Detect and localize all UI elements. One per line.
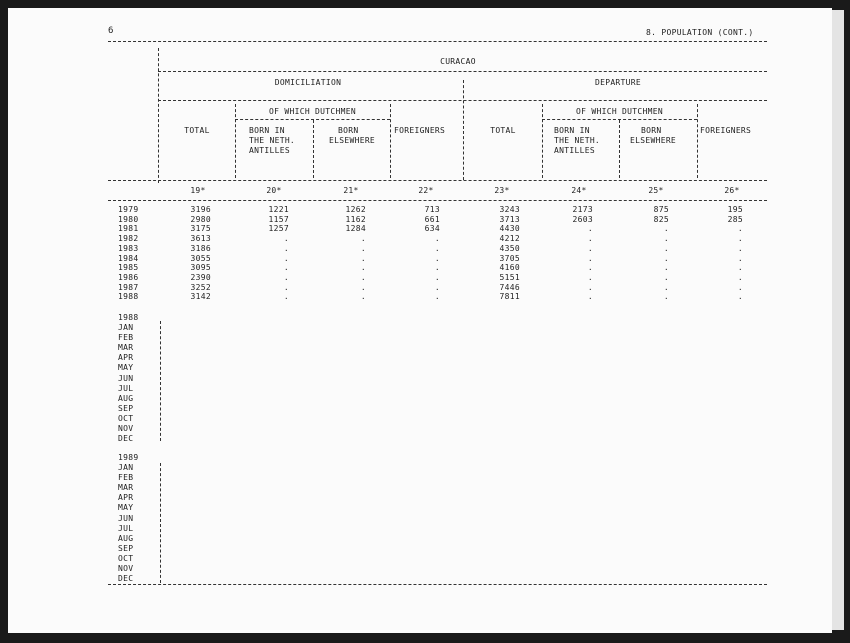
month-label: MAY [118,363,134,373]
table-cell: 825 [653,214,669,224]
month-label: JUN [118,373,134,383]
table-cell: 195 [727,205,743,214]
table-cell: 5151 [499,272,520,282]
table-cell: . [663,292,669,302]
born-elsewhere-dep-1: BORN [641,126,662,135]
rule-monthly-1989 [160,463,161,583]
month-label: JUL [118,523,134,533]
month-label: AUG [118,533,134,543]
month-label: DEC [118,434,134,444]
month-label: NOV [118,424,134,433]
table-cell: . [360,272,366,282]
col-num-25: 25* [648,186,664,195]
table-cell: 3196 [190,205,211,214]
total-header-dom: TOTAL [184,126,210,135]
month-label: JAN [118,323,134,332]
page-number: 6 [108,26,114,36]
table-cell: . [587,272,593,282]
table-cell: 3055 [190,253,211,263]
table-cell: . [587,234,593,244]
table-cell: 7446 [499,282,520,292]
month-label: NOV [118,564,134,573]
month-label: APR [118,493,134,503]
rule-groups-divider [463,80,464,180]
col-num-21: 21* [343,186,359,195]
rule-region [158,71,767,72]
total-header-dep: TOTAL [490,126,516,135]
row-year: 1986 [118,272,139,282]
table-cell: . [663,253,669,263]
month-label: FEB [118,333,134,343]
table-cell: . [434,282,440,292]
rule-colnum-bottom [108,200,767,201]
table-cell: . [737,263,743,273]
table-cell: 285 [727,214,743,224]
table-cell: . [737,282,743,292]
table-cell: . [737,243,743,253]
table-cell: 875 [653,205,669,214]
table-cell: . [434,234,440,244]
table-cell: . [360,234,366,244]
table-cell: . [663,263,669,273]
rule-top [108,41,767,42]
born-antilles-dom-2: THE NETH. [249,136,296,145]
table-cell: . [737,253,743,263]
dutchmen-label-dep: OF WHICH DUTCHMEN [576,107,663,116]
table-cell: . [737,292,743,302]
table-cell: . [587,253,593,263]
foreigners-header-dom: FOREIGNERS [394,126,446,135]
monthly-year: 1988 [118,313,139,322]
table-cell: 634 [424,224,440,234]
table-cell: . [737,224,743,234]
col-num-23: 23* [494,186,510,195]
table-cell: 3095 [190,263,211,273]
born-elsewhere-dom-2: ELSEWHERE [329,136,376,145]
table-cell: . [283,253,289,263]
monthly-year: 1989 [118,453,139,462]
table-cell: 3243 [499,205,520,214]
row-year: 1987 [118,282,139,292]
table-cell: 3252 [190,282,211,292]
table-cell: . [663,243,669,253]
table-cell: . [360,282,366,292]
table-cell: . [663,272,669,282]
month-label: MAY [118,503,134,513]
page-edge [832,10,844,630]
section-title: 8. POPULATION (CONT.) [646,28,754,37]
row-year: 1982 [118,234,139,244]
col-num-26: 26* [724,186,740,195]
month-label: OCT [118,413,134,423]
month-label: JUN [118,513,134,523]
month-label: SEP [118,543,134,553]
table-cell: 2390 [190,272,211,282]
table-cell: . [360,243,366,253]
table-cell: 7811 [499,292,520,302]
month-label: DEC [118,574,134,584]
row-year: 1988 [118,292,139,302]
table-cell: . [737,272,743,282]
table-cell: 1257 [268,224,289,234]
row-year: 1984 [118,253,139,263]
table-cell: . [434,272,440,282]
table-cell: 3142 [190,292,211,302]
rule-dom-born [313,120,314,178]
table-cell: . [737,234,743,244]
table-cell: . [283,234,289,244]
table-cell: 1221 [268,205,289,214]
table-cell: . [283,263,289,273]
month-label: MAR [118,483,134,493]
table-cell: . [434,263,440,273]
table-cell: 2980 [190,214,211,224]
table-cell: 1262 [345,205,366,214]
rule-monthly-1988 [160,321,161,441]
col-num-24: 24* [571,186,587,195]
foreigners-header-dep: FOREIGNERS [700,126,752,135]
table-cell: . [360,263,366,273]
row-year: 1983 [118,243,139,253]
document-page [8,8,832,633]
table-cell: 3613 [190,234,211,244]
month-label: JAN [118,463,134,472]
row-year: 1980 [118,214,139,224]
rule-dep-born [619,120,620,178]
table-cell: 2173 [572,205,593,214]
table-cell: . [587,263,593,273]
born-antilles-dep-3: ANTILLES [554,146,595,155]
table-cell: 1162 [345,214,366,224]
table-cell: . [663,224,669,234]
table-cell: . [587,282,593,292]
table-cell: 1284 [345,224,366,234]
month-label: JUL [118,383,134,393]
table-cell: 4160 [499,263,520,273]
table-cell: . [663,234,669,244]
departure-label: DEPARTURE [594,78,642,87]
table-cell: . [434,253,440,263]
table-cell: 4350 [499,243,520,253]
table-cell: . [283,292,289,302]
table-cell: . [663,282,669,292]
born-elsewhere-dep-2: ELSEWHERE [630,136,677,145]
table-cell: . [360,253,366,263]
table-cell: . [283,272,289,282]
rule-stub [158,48,159,183]
dutchmen-label-dom: OF WHICH DUTCHMEN [269,107,356,116]
born-antilles-dep-1: BORN IN [554,126,590,135]
col-num-22: 22* [418,186,434,195]
rule-dom-foreign [390,104,391,178]
table-cell: . [587,243,593,253]
col-num-19: 19* [190,186,206,195]
row-year: 1985 [118,263,139,273]
region-label: CURACAO [440,57,476,66]
table-cell: 3705 [499,253,520,263]
table-cell: . [360,292,366,302]
table-cell: 661 [424,214,440,224]
table-cell: 4212 [499,234,520,244]
table-cell: 3186 [190,243,211,253]
table-cell: . [587,292,593,302]
month-label: SEP [118,403,134,413]
domiciliation-label: DOMICILIATION [274,78,342,87]
month-label: MAR [118,343,134,353]
table-cell: . [434,292,440,302]
table-cell: . [587,224,593,234]
row-year: 1981 [118,224,139,234]
table-cell: 2603 [572,214,593,224]
month-label: FEB [118,473,134,483]
row-year: 1979 [118,205,139,214]
table-cell: . [434,243,440,253]
table-cell: 4430 [499,224,520,234]
rule-dep-foreign [697,104,698,178]
table-cell: . [283,282,289,292]
month-label: APR [118,353,134,363]
rule-header-bottom [108,180,767,181]
table-cell: 3713 [499,214,520,224]
table-cell: 1157 [268,214,289,224]
rule-bottom [108,584,767,585]
table-cell: . [283,243,289,253]
born-elsewhere-dom-1: BORN [338,126,359,135]
col-num-20: 20* [266,186,282,195]
table-cell: 713 [424,205,440,214]
month-label: OCT [118,553,134,563]
born-antilles-dom-3: ANTILLES [249,146,290,155]
born-antilles-dep-2: THE NETH. [554,136,601,145]
born-antilles-dom-1: BORN IN [249,126,285,135]
month-label: AUG [118,393,134,403]
table-cell: 3175 [190,224,211,234]
